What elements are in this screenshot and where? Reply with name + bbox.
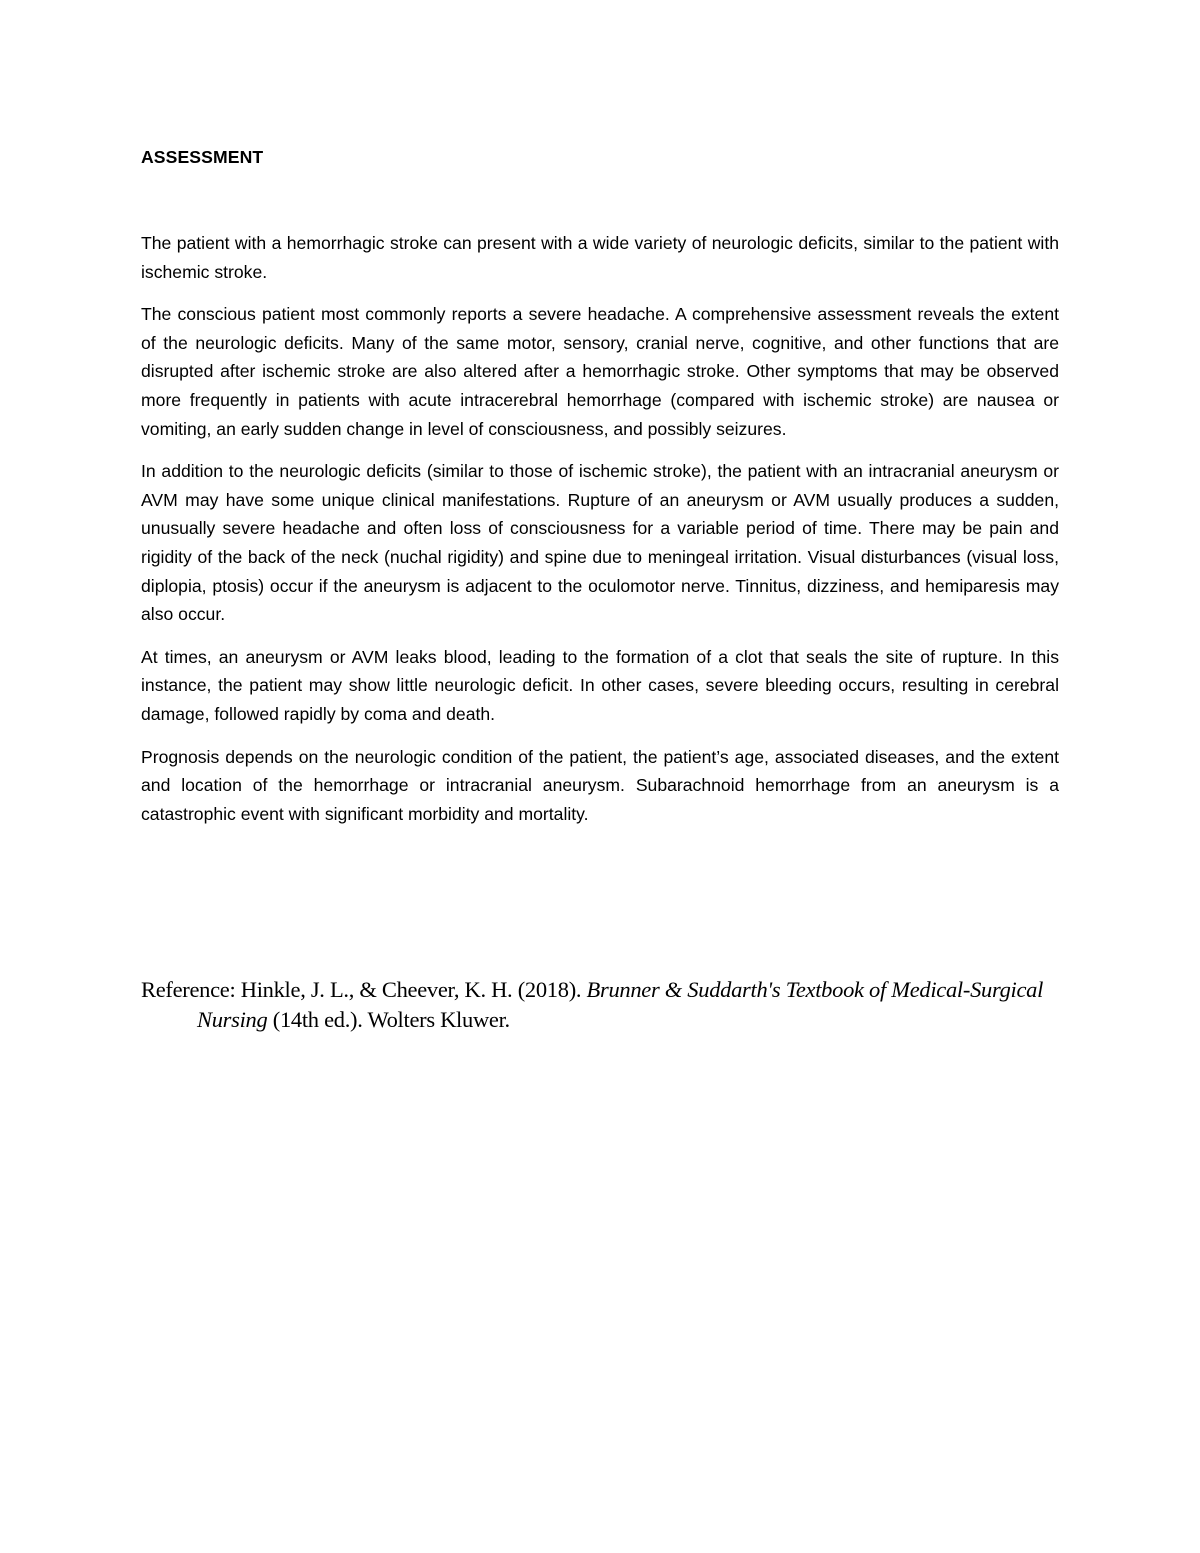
paragraph-prognosis: Prognosis depends on the neurologic condition of the patient, the patient’s age, associated diseases, and the extent and location of the hemorrhage or intracranial aneurysm. Subarachnoid hemorrhage from an aneurysm is a catastrophic event with significant morbidity and mortality. bbox=[141, 746, 1059, 824]
paragraph-intro: The patient with a hemorrhagic stroke can present with a wide variety of neurologic deficits, similar to the patient with ischemic stroke. bbox=[141, 233, 1059, 282]
paragraph-leak: At times, an aneurysm or AVM leaks blood, leading to the formation of a clot that seals the site of rupture. In this instance, the patient may show little neurologic deficit. In other cases, severe bleeding occurs, resulting in cerebral damage, followed rapidly by coma and death. bbox=[141, 646, 1059, 724]
paragraph-symptoms: The conscious patient most commonly reports a severe headache. A comprehensive assessment reveals the extent of the neurologic deficits. Many of the same motor, sensory, cranial nerve, cognitive, and other functions that are disrupted after ischemic stroke are also altered after a hemorrhagic stroke. Other symptoms that may be observed more frequently in patients with acute intracerebral hemorrhage (compared with ischemic stroke) are nausea or vomiting, an early sudden change in level of consciousness, and possibly seizures. bbox=[141, 304, 1059, 439]
reference-title: Brunner & Suddarth's Textbook of Medical-Surgical Nursing bbox=[197, 977, 1044, 1032]
paragraph-aneurysm-avm: In addition to the neurologic deficits (similar to those of ischemic stroke), the patient with an intracranial aneurysm or AVM may have some unique clinical manifestations. Rupture of an aneurysm or AVM usually produces a sudden, unusually severe headache and often loss of consciousness for a variable period of time. There may be pain and rigidity of the back of the neck (nuchal rigidity) and spine due to meningeal irritation. Visual disturbances (visual loss, diplopia, ptosis) occur if the aneurysm is adjacent to the oculomotor nerve. Tinnitus, dizziness, and hemiparesis may also occur. bbox=[141, 461, 1059, 625]
section-heading: ASSESSMENT bbox=[141, 147, 264, 167]
document-body bbox=[141, 143, 1059, 842]
reference-prefix: Reference: Hinkle, J. L., & Cheever, K. H. (2018). bbox=[141, 977, 587, 1002]
reference-citation bbox=[141, 975, 1115, 1035]
reference-suffix: (14th ed.). Wolters Kluwer. bbox=[267, 1007, 510, 1032]
